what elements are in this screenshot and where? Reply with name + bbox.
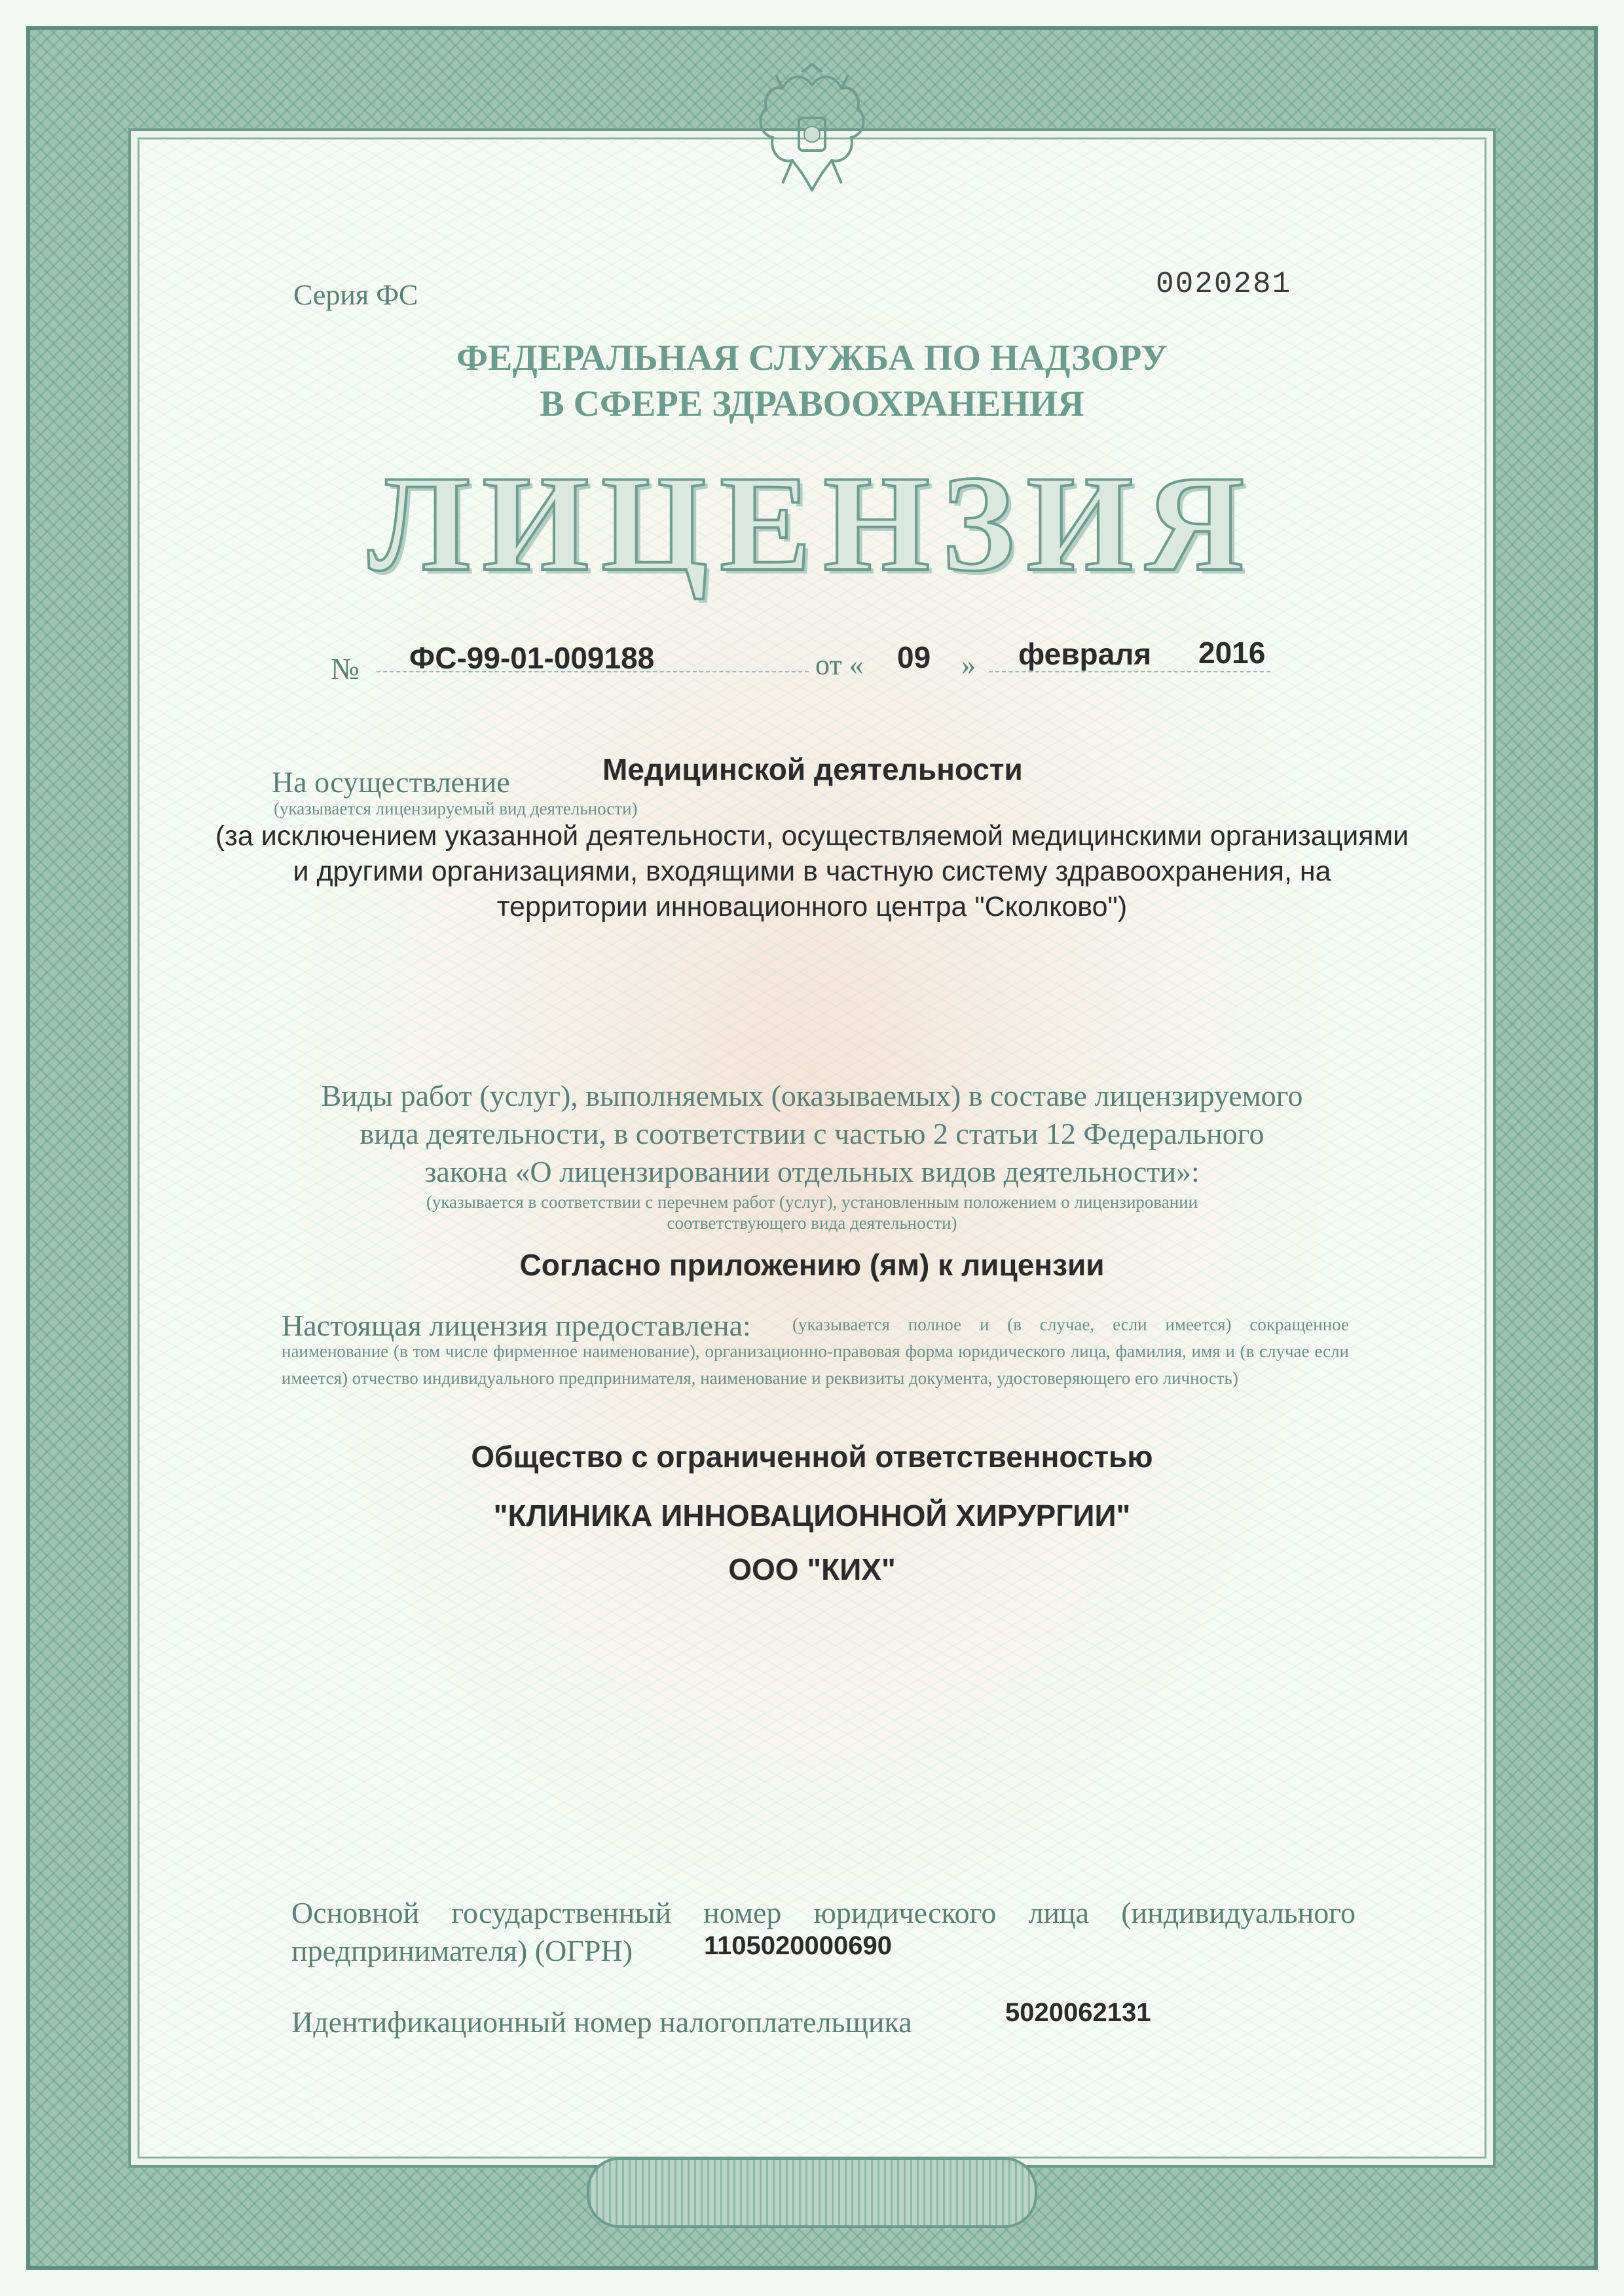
- activity-hint: (указывается лицензируемый вид деятельности): [274, 799, 638, 818]
- number-sign: №: [331, 652, 360, 685]
- works-hint-line: (указывается в соответствии с перечнем работ (услуг), установленным положением о лицензировании: [426, 1192, 1198, 1212]
- series-number: 0020281: [1156, 267, 1292, 301]
- activity-note-line: и другими организациями, входящими в частную систему здравоохранения, на: [293, 856, 1331, 887]
- grantee-hint: (указывается полное и (в случае, если имеется) сокращенное наименование (в том числе фирменное наименование), организационно-правовая форма юридического лица, фамилия, имя и (в случае если имеется) отчество индивидуального предпринимателя, наименование и реквизиты документа, удостоверяющего его личность): [282, 1315, 1349, 1388]
- ogrn-value: 1105020000690: [704, 1931, 892, 1960]
- date-day: 09: [897, 640, 931, 674]
- inn-label: Идентификационный номер налогоплательщика: [291, 2005, 912, 2039]
- agency-name-line2: В СФЕРЕ ЗДРАВООХРАНЕНИЯ: [540, 384, 1084, 424]
- date-year: 2016: [1198, 636, 1266, 670]
- activity-value: Медицинской деятельности: [602, 752, 1023, 786]
- date-from-label: от «: [815, 649, 864, 681]
- date-month: февраля: [1018, 637, 1152, 671]
- series-label: Серия ФС: [293, 279, 418, 311]
- works-hint-line: соответствующего вида деятельности): [667, 1213, 957, 1233]
- license-number: ФС-99-01-009188: [409, 641, 655, 675]
- inn-value: 5020062131: [1005, 1998, 1151, 2027]
- works-value: Согласно приложению (ям) к лицензии: [519, 1248, 1105, 1282]
- activity-label: На осуществление: [272, 765, 510, 799]
- works-text: [0, 1077, 1624, 1191]
- works-text-line: Виды работ (услуг), выполняемых (оказываемых) в составе лицензируемого: [321, 1079, 1303, 1112]
- organization-form: Общество с ограниченной ответственностью: [471, 1440, 1153, 1474]
- works-text-line: вида деятельности, в соответствии с частью 2 статьи 12 Федерального: [360, 1117, 1264, 1150]
- works-hint: [0, 1192, 1624, 1233]
- activity-note-line: территории инновационного центра "Сколково"): [496, 891, 1128, 922]
- activity-note: [0, 818, 1624, 924]
- organization-name: "КЛИНИКА ИННОВАЦИОННОЙ ХИРУРГИИ": [493, 1499, 1131, 1533]
- works-text-line: закона «О лицензировании отдельных видов деятельности»:: [424, 1155, 1200, 1188]
- grantee-label: Настоящая лицензия предоставлена:: [282, 1309, 751, 1342]
- double-headed-eagle-icon: [737, 59, 887, 210]
- activity-note-line: (за исключением указанной деятельности, осуществляемой медицинскими организациями: [215, 820, 1409, 852]
- bottom-ornament: [587, 2157, 1037, 2228]
- date-quote-close: »: [961, 649, 976, 681]
- license-title: ЛИЦЕНЗИЯ: [367, 448, 1257, 600]
- ogrn-label: Основной государственный номер юридического лица (индивидуального предпринимателя) (ОГРН): [291, 1896, 1356, 1967]
- organization-short-name: ООО "КИХ": [728, 1552, 896, 1586]
- agency-name-line1: ФЕДЕРАЛЬНАЯ СЛУЖБА ПО НАДЗОРУ: [456, 338, 1168, 378]
